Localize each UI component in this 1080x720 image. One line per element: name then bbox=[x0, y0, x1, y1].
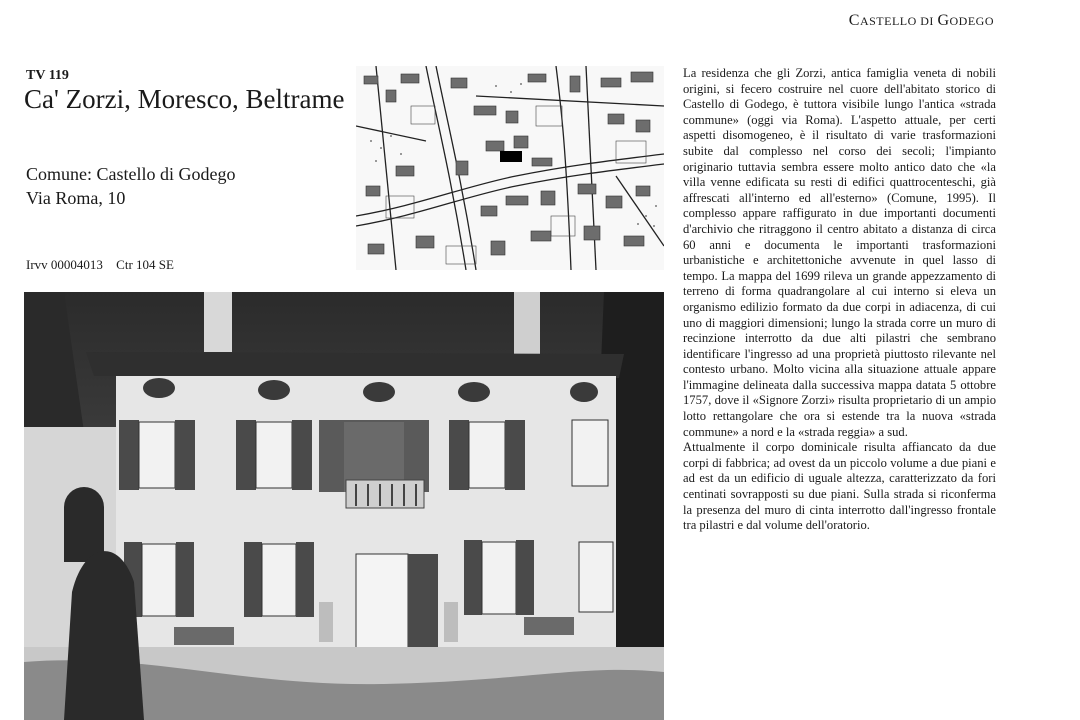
entry-address-block bbox=[26, 162, 235, 211]
entry-code: TV 119 bbox=[26, 68, 69, 83]
description-paragraph-1: La residenza che gli Zorzi, antica famiglia veneta di nobili origini, si fecero costruire nel cuore dell'abitato storico di Castello di Godego, è tuttora visibile lungo l'antica «strada commune» (oggi via Roma). L'aspetto attuale, per certi aspetti disomogeneo, è il risultato di varie trasformazioni subite dal complesso nel corso dei secoli; l'impianto originario tuttavia sembra essere molto antico dato che «la villa venne edificata su resti di edifici quattrocenteschi, già affrescati all'interno ed all'esterno» (Comune, 1995). Il complesso appare raffigurato in due importanti documenti d'archivio che ritraggono il centro abitato a distanza di circa 60 anni e documenta le importanti trasformazioni urbanistiche e architettoniche avvenute in quel lasso di tempo. La mappa del 1699 rileva un grande appezzamento di terreno di forma quadrangolare al cui interno si eleva un organismo edilizio formato da due corpi in adiacenza, di cui uno di maggiori dimensioni; lungo la strada corre un muro di recinzione interrotto da due alti pilastri che sembrano identificare l'ingresso ad una proprietà piuttosto rilevante nel contesto urbano. Molto vicina alla situazione attuale appare l'immagine delineata dalla successiva mappa datata 5 ottobre 1757, dove il «Signore Zorzi» risulta proprietario di un ampio lotto rettangolare che ora si estende tra la nuova «strada commune» a nord e la «strada reggia» a sud. bbox=[683, 66, 996, 439]
location-marker bbox=[500, 151, 522, 162]
comune-line: Comune: Castello di Godego bbox=[26, 164, 236, 184]
ctr-code: Ctr 104 SE bbox=[116, 257, 174, 272]
street-address: Via Roma, 10 bbox=[26, 188, 126, 209]
villa-photograph bbox=[24, 292, 664, 720]
catalog-references bbox=[26, 257, 174, 273]
cadastral-map-graphic bbox=[356, 66, 664, 270]
description-paragraph-2: Attualmente il corpo dominicale risulta affiancato da due corpi di fabbrica; ad ovest da un piccolo volume a due piani e ad est da un edificio di uguale altezza, caratterizzato da fori centinati sovrapposti su due piani. Sulla strada si riconferma la presenza del muro di cinta interrotto dall'ingresso frontale tra pilastri e dal volume dell'oratorio. bbox=[683, 440, 996, 533]
description-text bbox=[683, 66, 996, 534]
villa-facade-graphic bbox=[24, 292, 664, 720]
entry-title: Ca' Zorzi, Moresco, Beltrame bbox=[24, 84, 345, 114]
irvv-code: Irvv 00004013 bbox=[26, 257, 103, 272]
location-map-figure bbox=[356, 66, 664, 270]
running-header: CASTELLO DI GODEGO bbox=[848, 12, 994, 29]
